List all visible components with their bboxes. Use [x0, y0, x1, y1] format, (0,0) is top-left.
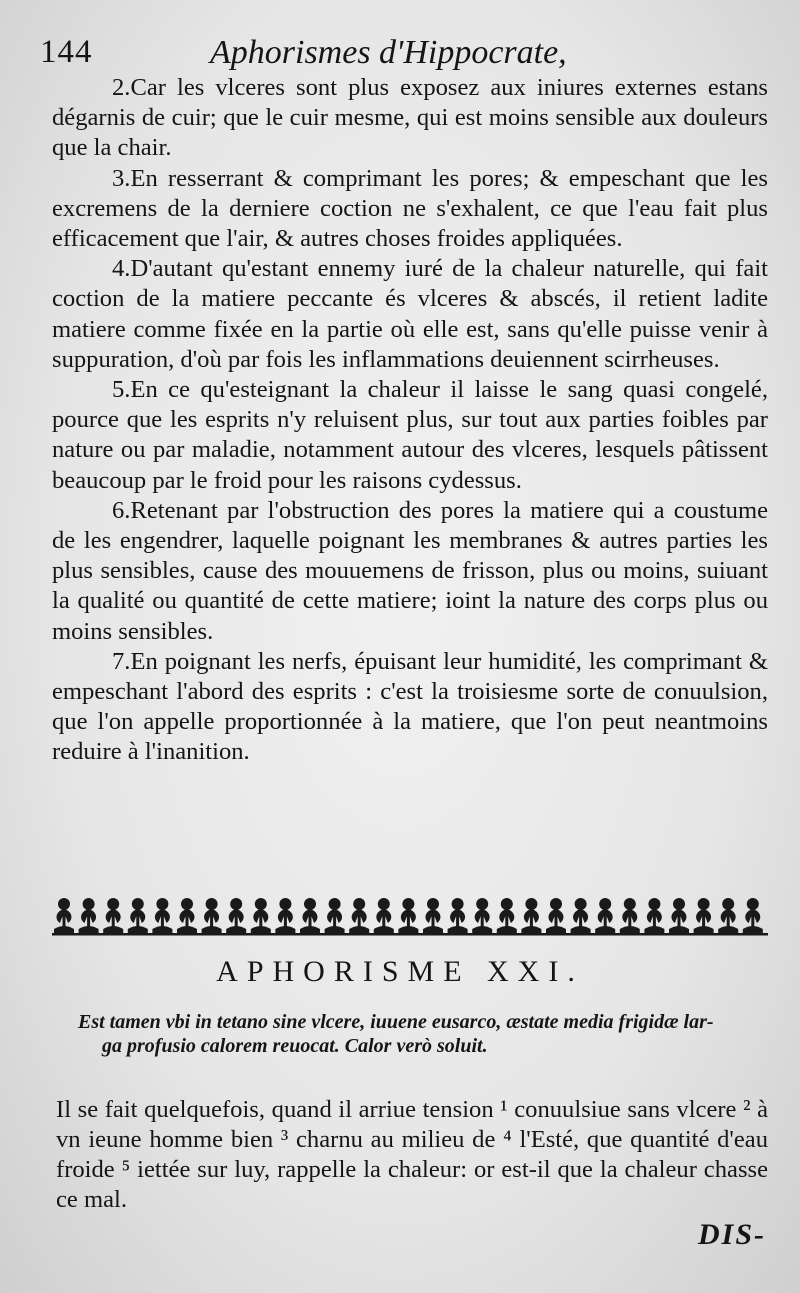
paragraph-text: Retenant par l'obstruction des pores la matiere qui a coustume de les engendrer, laquelle poignant les membranes & autres parties les plus sensibles, cause des mouuemens de frisson, plus ou moins, suiuant la qualité ou quantité de cette matiere; ioint la nature des corps plus ou moins sensibles. [52, 496, 768, 645]
latin-aphorism [78, 1010, 768, 1058]
commentary-text [52, 73, 768, 768]
fleuron-icon [448, 898, 468, 933]
fleuron-ornament-band [52, 895, 768, 937]
fleuron-icon [571, 898, 591, 933]
fleuron-icon [79, 898, 99, 933]
fleuron-icon [398, 898, 418, 933]
paragraph-text: En ce qu'esteignant la chaleur il laisse le sang quasi congelé, pource que les esprits n'y reluisent plus, sur tout aux parties foibles par nature ou par maladie, notamment autour des vlceres, lesquels pâtissent beaucoup par le froid pour les raisons cydessus. [52, 376, 768, 494]
fleuron-icon [718, 898, 738, 933]
paragraph-text: En resserrant & comprimant les pores; & empeschant que les excremens de la derniere coction ne s'exhalent, ce que l'eau fait plus efficacement que l'air, & autres choses froides appliquées. [52, 164, 768, 253]
fleuron-icon [152, 898, 172, 933]
fleuron-icon [374, 898, 394, 933]
fleuron-icon [546, 898, 566, 933]
page-number: 144 [40, 34, 93, 70]
fleuron-icon [472, 898, 492, 933]
running-title: Aphorismes d'Hippocrate, [210, 34, 567, 71]
paragraph-2 [52, 73, 768, 164]
fleuron-icon [521, 898, 541, 933]
fleuron-icon [202, 898, 222, 933]
paragraph-number: 5. [112, 376, 131, 404]
paragraph-text: En poignant les nerfs, épuisant leur humidité, les comprimant & empeschant l'abord des esprits : c'est la troisiesme sorte de conuulsion, que l'on appelle proportionnée à la matiere, que l'on peut neantmoins reduire à l'inanition. [52, 647, 768, 766]
paragraph-number: 2. [112, 74, 131, 101]
latin-line-1: Est tamen vbi in tetano sine vlcere, iuuene eusarco, æstate media frigidæ lar- [78, 1011, 714, 1033]
fleuron-icon [325, 898, 345, 933]
fleuron-icon [349, 898, 369, 933]
fleuron-icon [423, 898, 443, 933]
paragraph-7 [52, 647, 768, 768]
paragraph-text: D'autant qu'estant ennemy iuré de la chaleur naturelle, qui fait coction de la matiere peccante és vlceres & abscés, il retient ladite matiere comme fixée en la partie où elle est, sans qu'elle puisse venir à suppuration, d'où par fois les inflammations deuiennent scirrheuses. [52, 255, 768, 373]
paragraph-text: Car les vlceres sont plus exposez aux iniures externes estans dégarnis de cuir; que le cuir mesme, qui est moins sensible aux douleurs que la chair. [52, 74, 768, 162]
paragraph-number: 6. [112, 496, 131, 524]
paragraph-6 [52, 496, 768, 647]
french-translation: Il se fait quelquefois, quand il arriue tension ¹ conuulsiue sans vlcere ² à vn ieune homme bien ³ charnu au milieu de ⁴ l'Esté, que quantité d'eau froide ⁵ iettée sur luy, rappelle la chaleur: or est-il que la chaleur chasse ce mal. [56, 1096, 768, 1213]
fleuron-icon [54, 898, 74, 933]
fleuron-icon [177, 898, 197, 933]
paragraph-5 [52, 375, 768, 496]
fleuron-icon [275, 898, 295, 933]
fleuron-icon [644, 898, 664, 933]
paragraph-number: 3. [112, 164, 131, 192]
paragraph-number: 4. [112, 255, 131, 283]
fleuron-icon [103, 898, 123, 933]
fleuron-icon [128, 898, 148, 933]
paragraph-3 [52, 164, 768, 255]
paragraph-4 [52, 254, 768, 375]
fleuron-icon [595, 898, 615, 933]
fleuron-icon [743, 898, 763, 933]
paragraph-number: 7. [112, 647, 131, 675]
fleuron-icon [497, 898, 517, 933]
fleuron-icon [226, 898, 246, 933]
fleuron-icon [251, 898, 271, 933]
fleuron-icon [300, 898, 320, 933]
fleuron-icon [620, 898, 640, 933]
latin-line-2: ga profusio calorem reuocat. Calor verò soluit. [102, 1035, 488, 1057]
catchword: DIS- [697, 1218, 766, 1251]
fleuron-icon [694, 898, 714, 933]
fleuron-row [54, 898, 763, 933]
fleuron-icon [669, 898, 689, 933]
aphorism-title: APHORISME XXI. [216, 955, 584, 988]
